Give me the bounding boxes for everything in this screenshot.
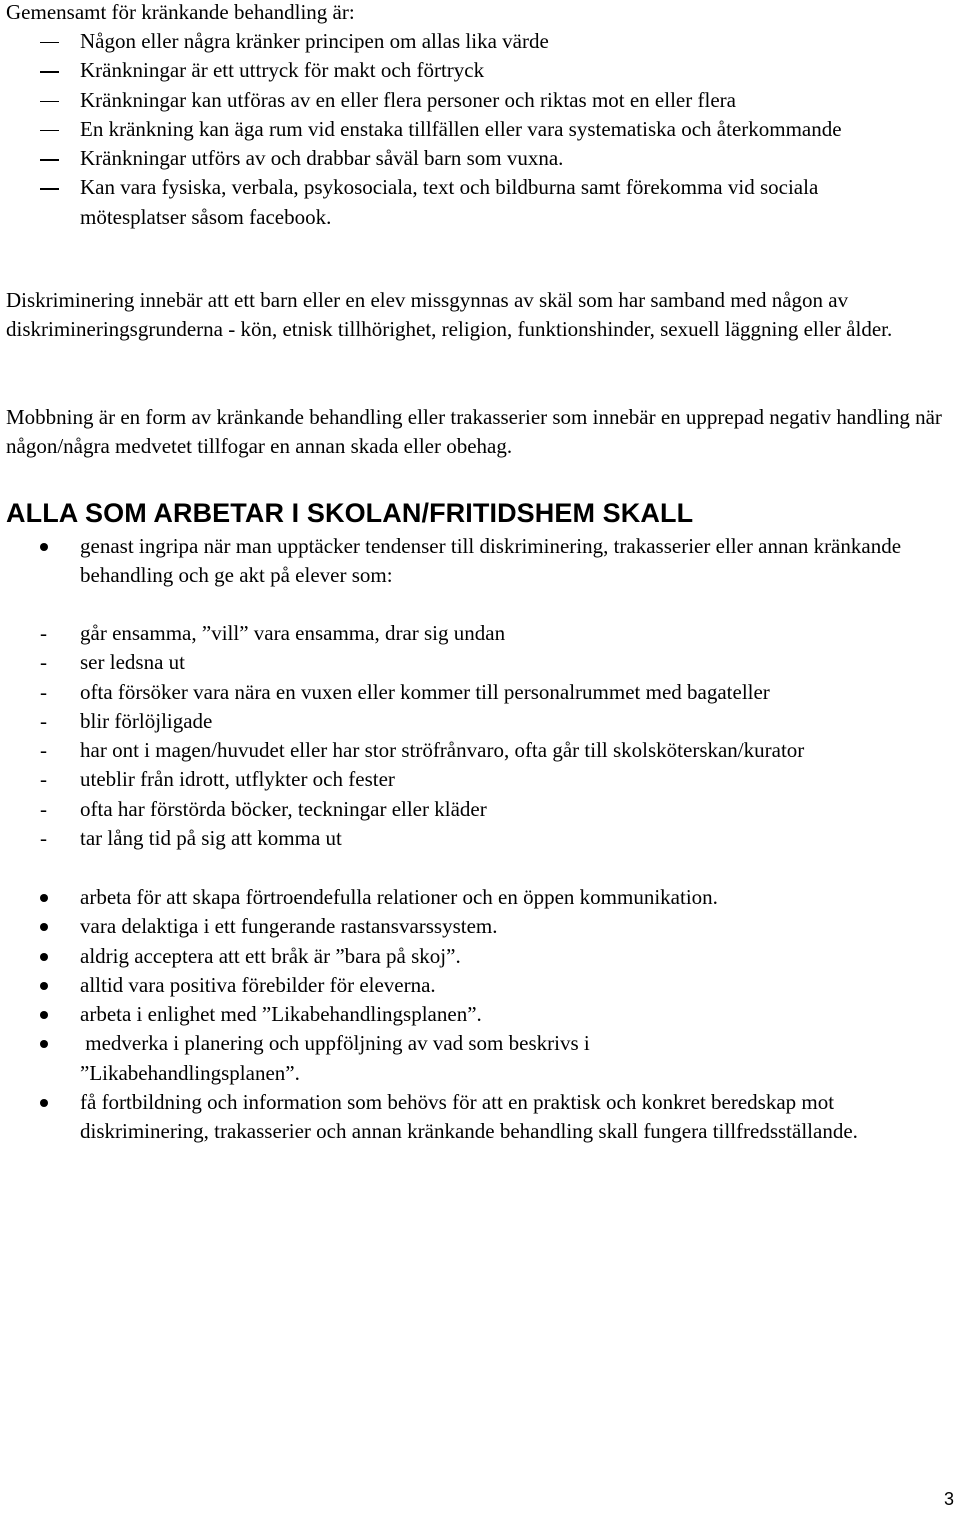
hyphen-marker: - — [40, 767, 47, 792]
dash-marker — [40, 42, 59, 43]
list-item-text: ofta har förstörda böcker, teckningar eller kläder — [80, 796, 487, 821]
dash-marker — [40, 71, 59, 72]
bullet-item-text: arbeta för att skapa förtroendefulla relationer och en öppen kommunikation. — [80, 885, 718, 909]
hyphen-marker: - — [40, 708, 47, 733]
bullet-item — [0, 1088, 956, 1147]
list-item — [0, 115, 910, 144]
list-item — [0, 27, 910, 56]
list-item — [0, 648, 960, 677]
list-item-text: ofta försöker vara nära en vuxen eller kommer till personalrummet med bagateller — [80, 679, 770, 704]
characteristics-list — [0, 27, 960, 232]
hyphen-marker: - — [40, 650, 47, 675]
list-item-text: tar lång tid på sig att komma ut — [80, 826, 342, 851]
bullet-item — [0, 532, 956, 591]
list-item — [0, 765, 960, 794]
list-item-text: Kränkningar kan utföras av en eller flera personer och riktas mot en eller flera — [80, 87, 736, 112]
hyphen-marker: - — [40, 738, 47, 763]
list-item-text: går ensamma, ”vill” vara ensamma, drar sig undan — [80, 621, 506, 645]
duties-list — [0, 883, 960, 1147]
list-item-text: Kränkningar är ett uttryck för makt och förtryck — [80, 58, 485, 83]
bullet-icon — [40, 543, 48, 551]
warning-signs-list — [0, 619, 960, 853]
list-item-text: blir förlöjligade — [80, 708, 213, 733]
list-item-text: En kränkning kan äga rum vid enstaka tillfällen eller vara systematiska och återkommande — [80, 116, 842, 141]
list-item — [0, 736, 960, 765]
list-item — [0, 707, 960, 736]
bullet-item — [0, 883, 956, 912]
bullet-icon — [40, 1011, 48, 1019]
dash-marker — [40, 130, 59, 131]
hyphen-marker: - — [40, 621, 47, 645]
first-bullet-list — [0, 532, 960, 591]
bullet-icon — [40, 953, 48, 961]
list-item — [0, 86, 910, 115]
list-item — [0, 619, 960, 648]
bullet-item-text: få fortbildning och information som behövs för att en praktisk och konkret beredskap mot diskriminering, trakasserier och annan kränkande behandling skall fungera tillfredsställande. — [80, 1090, 858, 1144]
page-number: 3 — [943, 1489, 954, 1509]
bullet-item — [0, 971, 956, 1000]
bullet-item-text: aldrig acceptera att ett bråk är ”bara på skoj”. — [80, 943, 461, 968]
list-item-text: uteblir från idrott, utflykter och fester — [80, 767, 395, 792]
list-item-text: Kränkningar utförs av och drabbar såväl barn som vuxna. — [80, 146, 564, 171]
dash-marker — [40, 101, 59, 102]
bullet-item-text: medverka i planering och uppföljning av vad som beskrivs i ”Likabehandlingsplanen”. — [80, 1031, 595, 1085]
bullet-item — [0, 942, 956, 971]
bullet-icon — [40, 1040, 48, 1048]
list-item — [0, 144, 910, 173]
list-item — [0, 795, 960, 824]
bullet-icon — [40, 894, 48, 902]
section-heading: ALLA SOM ARBETAR I SKOLAN/FRITIDSHEM SKALL — [6, 498, 694, 528]
list-item — [0, 824, 960, 853]
bullet-icon — [40, 982, 48, 990]
bullet-item — [0, 1029, 720, 1088]
intro-heading: Gemensamt för kränkande behandling är: — [6, 0, 355, 24]
hyphen-marker: - — [40, 679, 47, 704]
bullying-paragraph: Mobbning är en form av kränkande behandling eller trakasserier som innebär en upprepad negativ handling när någon/några medvetet tillfogar en annan skada eller obehag. — [6, 405, 942, 459]
bullet-item-text: genast ingripa när man upptäcker tendenser till diskriminering, trakasserier eller annan kränkande behandling och ge akt på elever som: — [80, 534, 902, 588]
hyphen-marker: - — [40, 826, 47, 851]
list-item-text: Kan vara fysiska, verbala, psykosociala, text och bildburna samt förekomma vid sociala mötesplatser såsom facebook. — [80, 175, 819, 229]
dash-marker — [40, 188, 59, 189]
bullet-item-text: vara delaktiga i ett fungerande rastansvarssystem. — [80, 914, 498, 939]
list-item-text: ser ledsna ut — [80, 650, 185, 675]
bullet-item-text: alltid vara positiva förebilder för eleverna. — [80, 972, 436, 997]
bullet-item — [0, 912, 956, 941]
bullet-icon — [40, 1099, 48, 1107]
hyphen-marker: - — [40, 796, 47, 821]
list-item — [0, 173, 910, 232]
dash-marker — [40, 159, 59, 160]
list-item-text: Någon eller några kränker principen om allas lika värde — [80, 29, 549, 53]
discrimination-paragraph: Diskriminering innebär att ett barn eller en elev missgynnas av skäl som har samband med någon av diskrimineringsgrunderna - kön, etnisk tillhörighet, religion, funktionshinder, sexuell läggning eller ålder. — [6, 288, 893, 342]
list-item-text: har ont i magen/huvudet eller har stor ströfrånvaro, ofta går till skolsköterskan/kurator — [80, 738, 805, 763]
bullet-item — [0, 1000, 956, 1029]
list-item — [0, 678, 960, 707]
list-item — [0, 56, 910, 85]
bullet-icon — [40, 923, 48, 931]
bullet-item-text: arbeta i enlighet med ”Likabehandlingsplanen”. — [80, 1002, 482, 1027]
